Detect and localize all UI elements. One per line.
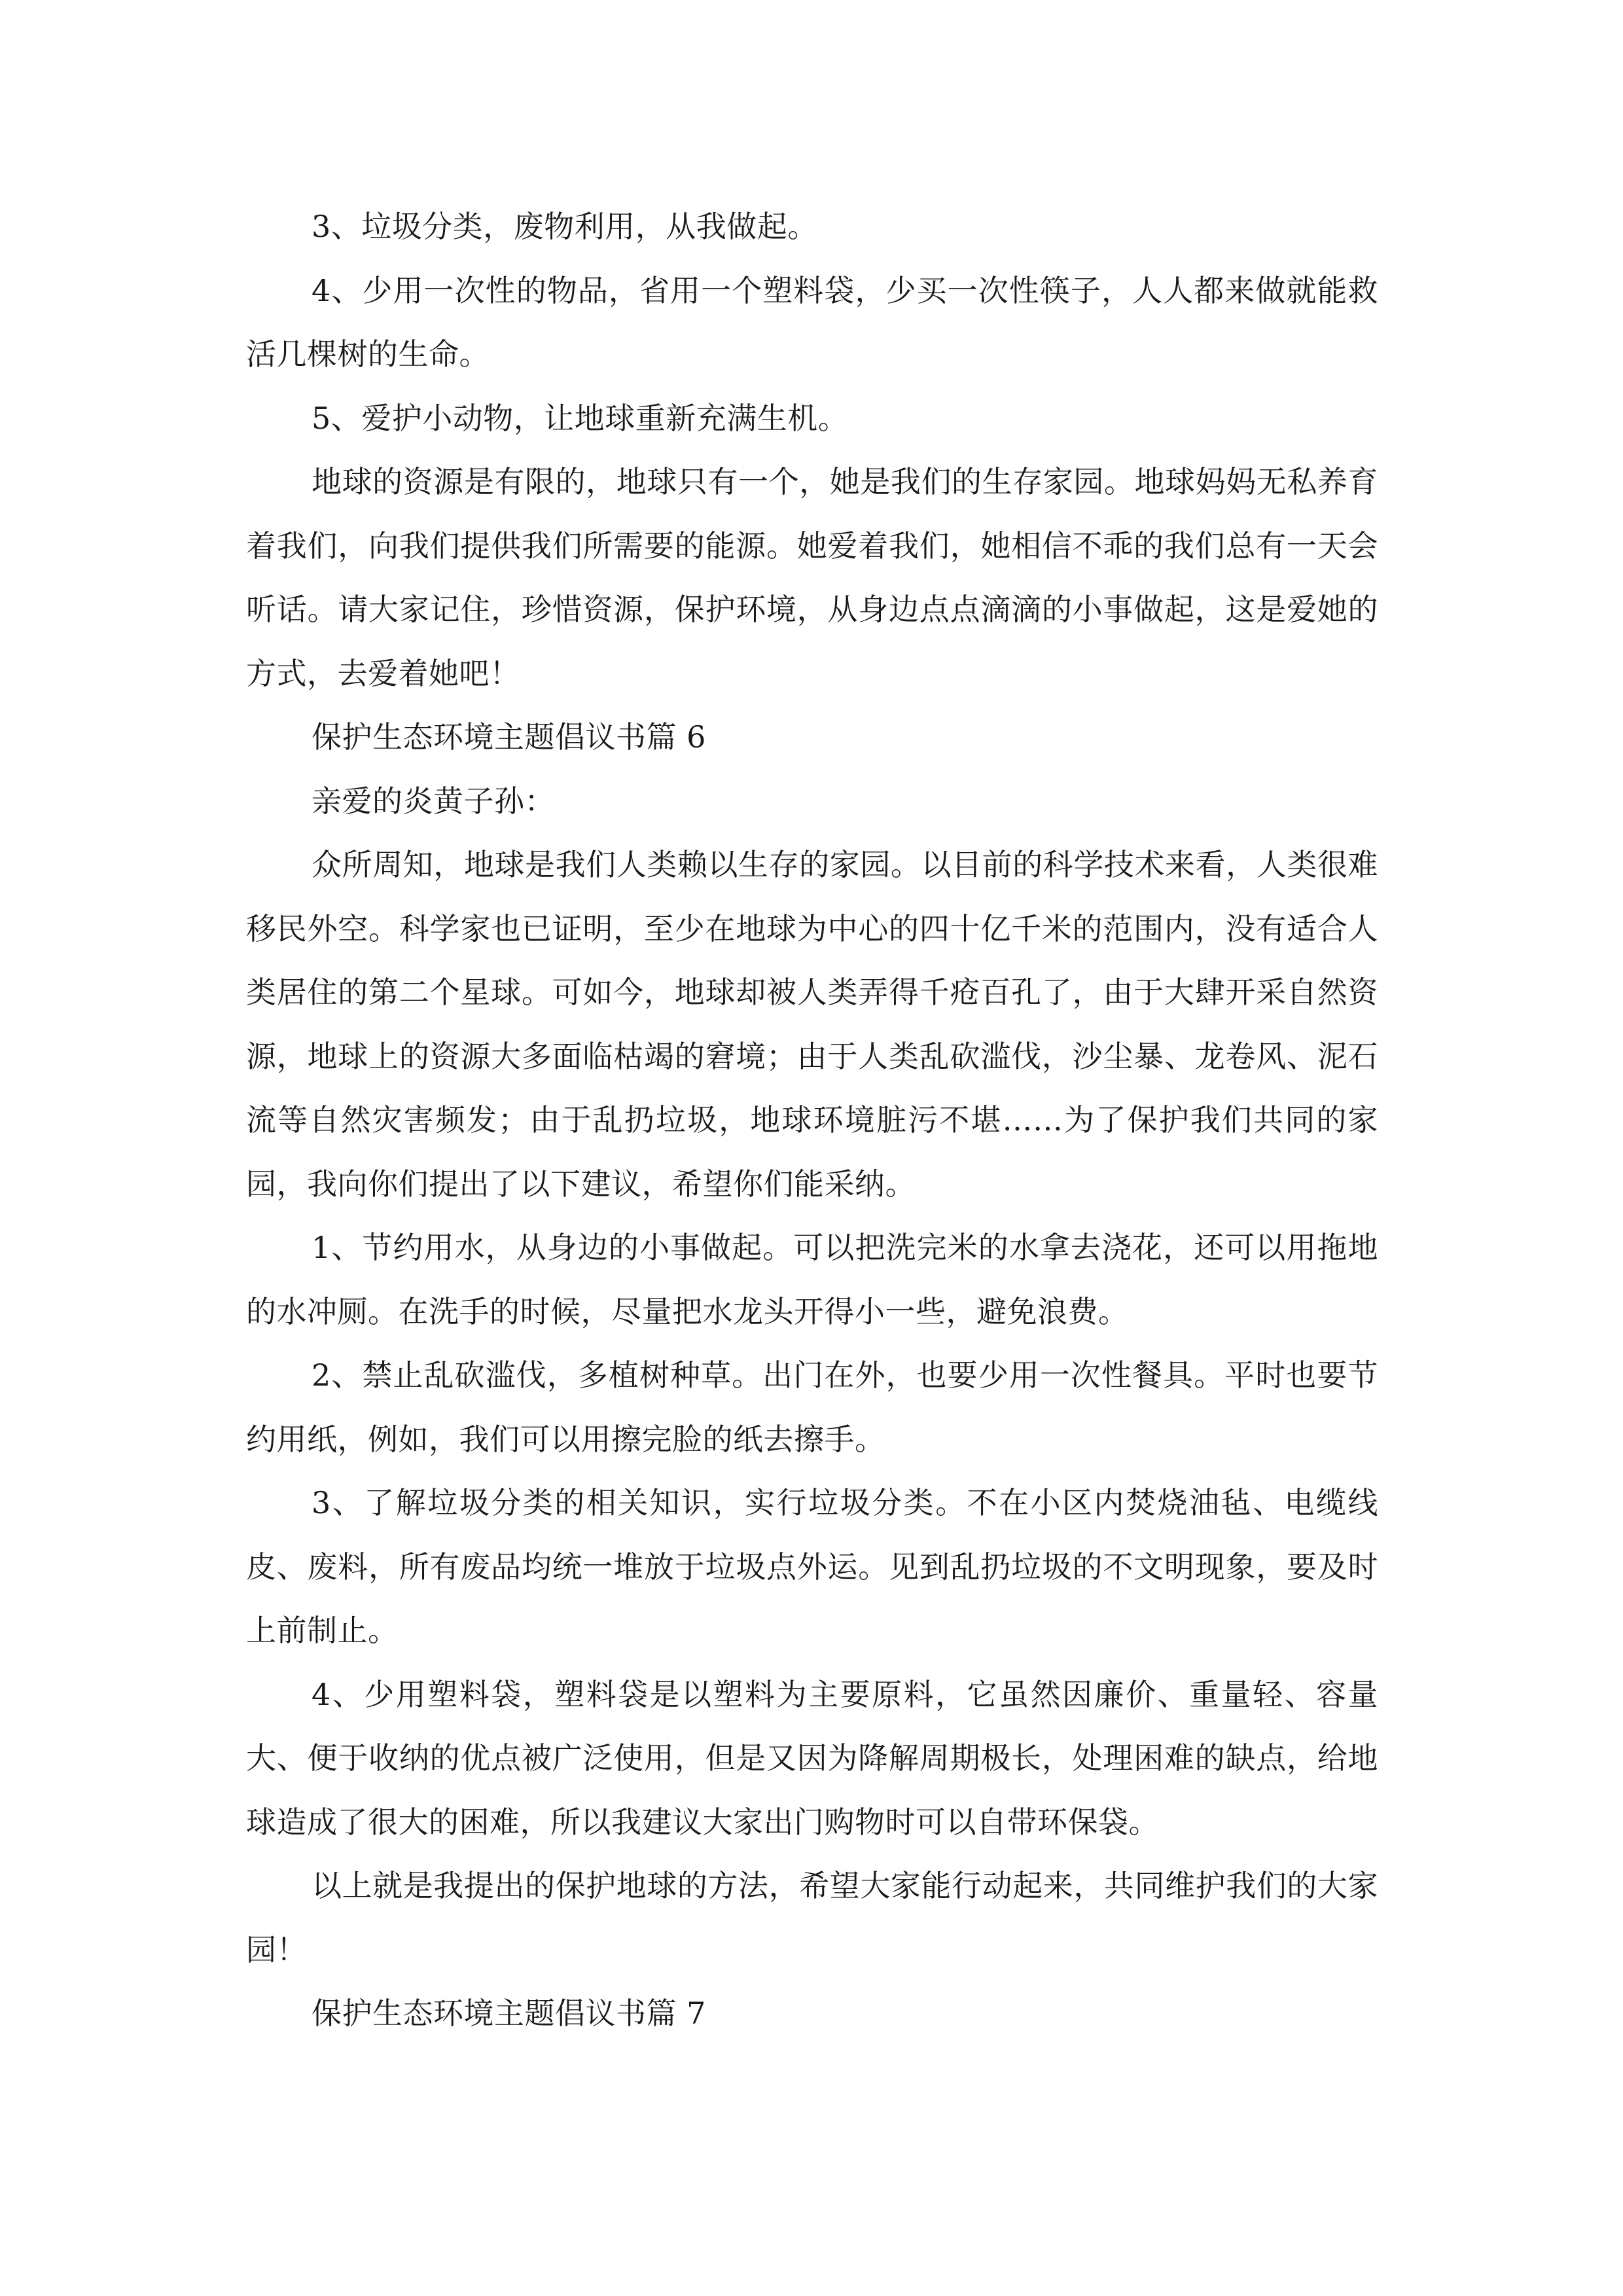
salutation: 亲爱的炎黄子孙： xyxy=(312,783,555,819)
list-item-protect-animals: 5、爱护小动物，让地球重新充满生机。 xyxy=(312,400,849,436)
list-item-disposables: 4、少用一次性的物品，省用一个塑料袋，少买一次性筷子，人人都来做就能救活几棵树的生命。 xyxy=(246,272,1378,372)
document-body xyxy=(246,195,1378,2046)
section-heading-6: 保护生态环境主题倡议书篇 6 xyxy=(312,719,706,755)
paragraph-conclusion: 以上就是我提出的保护地球的方法，希望大家能行动起来，共同维护我们的大家园！ xyxy=(246,1868,1378,1967)
list-item-sort-garbage: 3、了解垃圾分类的相关知识，实行垃圾分类。不在小区内焚烧油毡、电缆线皮、废料，所有废品均统一堆放于垃圾点外运。见到乱扔垃圾的不文明现象，要及时上前制止。 xyxy=(246,1485,1378,1648)
paragraph-earth-resources: 地球的资源是有限的，地球只有一个，她是我们的生存家园。地球妈妈无私养育着我们，向我们提供我们所需要的能源。她爱着我们，她相信不乖的我们总有一天会听话。请大家记住，珍惜资源，保护环境，从身边点点滴滴的小事做起，这是爱她的方式，去爱着她吧！ xyxy=(246,464,1378,691)
list-item-plant-trees: 2、禁止乱砍滥伐，多植树种草。出门在外，也要少用一次性餐具。平时也要节约用纸，例如，我们可以用擦完脸的纸去擦手。 xyxy=(246,1357,1378,1457)
list-item-garbage-sorting: 3、垃圾分类，废物利用，从我做起。 xyxy=(312,209,818,244)
paragraph-intro: 众所周知，地球是我们人类赖以生存的家园。以目前的科学技术来看，人类很难移民外空。科学家也已证明，至少在地球为中心的四十亿千米的范围内，没有适合人类居住的第二个星球。可如今，地球却被人类弄得千疮百孔了，由于大肆开采自然资源，地球上的资源大多面临枯竭的窘境；由于人类乱砍滥伐，沙尘暴、龙卷风、泥石流等自然灾害频发；由于乱扔垃圾，地球环境脏污不堪……为了保护我们共同的家园，我向你们提出了以下建议，希望你们能采纳。 xyxy=(246,847,1378,1202)
section-heading-7: 保护生态环境主题倡议书篇 7 xyxy=(312,1996,706,2031)
list-item-save-water: 1、节约用水，从身边的小事做起。可以把洗完米的水拿去浇花，还可以用拖地的水冲厕。在洗手的时候，尽量把水龙头开得小一些，避免浪费。 xyxy=(246,1230,1378,1329)
list-item-plastic-bags: 4、少用塑料袋，塑料袋是以塑料为主要原料，它虽然因廉价、重量轻、容量大、便于收纳的优点被广泛使用，但是又因为降解周期极长，处理困难的缺点，给地球造成了很大的困难，所以我建议大家出门购物时可以自带环保袋。 xyxy=(246,1676,1378,1840)
